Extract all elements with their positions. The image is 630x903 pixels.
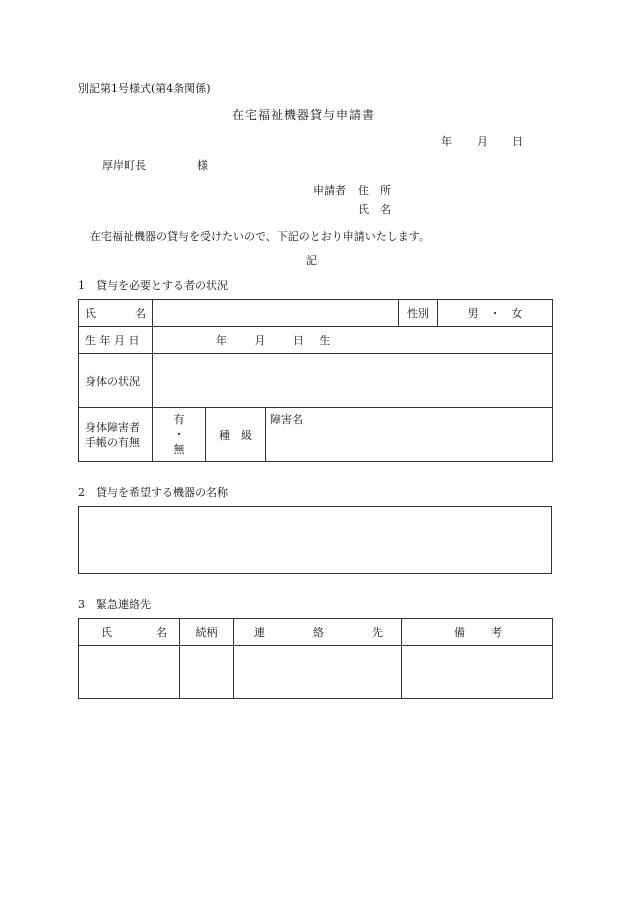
contact-relation-input[interactable] — [180, 646, 234, 699]
name-label-a: 氏 — [85, 307, 96, 320]
dob-year: 年 — [216, 334, 227, 347]
table-row — [79, 408, 553, 462]
contact-info-input[interactable] — [234, 646, 402, 699]
disability-label-1: 身体障害者 — [85, 420, 140, 434]
table-row — [79, 354, 553, 408]
has-none-cell[interactable] — [153, 408, 206, 462]
disability-name-label: 障害名 — [270, 413, 303, 426]
name-input-cell[interactable] — [153, 300, 399, 327]
dob-birth: 生 — [319, 334, 331, 347]
col-notes-header — [402, 619, 553, 646]
table-row — [79, 619, 553, 646]
sex-options[interactable]: 男 ・ 女 — [438, 300, 553, 327]
col-notes-a: 備 — [454, 626, 465, 639]
disability-label-2: 手帳の有無 — [85, 435, 140, 449]
body-status-label: 身体の状況 — [79, 354, 153, 408]
applicant-status-table — [78, 299, 553, 462]
disability-label-cell — [79, 408, 153, 462]
table-row — [79, 646, 553, 699]
table-row — [79, 300, 553, 327]
name-label-b: 名 — [135, 307, 146, 320]
section3-heading: 3 緊急連絡先 — [78, 598, 151, 611]
address-label: 住 所 — [358, 184, 391, 197]
date-year-label: 年 — [441, 135, 452, 148]
col-name-b: 名 — [156, 626, 167, 639]
emergency-contact-table — [78, 618, 553, 699]
ki-label: 記 — [306, 254, 317, 267]
section2-heading: 2 貸与を希望する機器の名称 — [78, 486, 228, 499]
contact-notes-input[interactable] — [402, 646, 553, 699]
name-header-cell — [79, 300, 153, 327]
disability-name-cell[interactable] — [266, 408, 553, 462]
name-label: 氏 名 — [358, 203, 391, 216]
dob-label: 生 年 月 日 — [79, 327, 153, 354]
col-contact-b: 絡 — [313, 626, 324, 639]
dob-input-cell[interactable] — [153, 327, 553, 354]
contact-name-input[interactable] — [79, 646, 180, 699]
table-row — [79, 327, 553, 354]
body-text: 在宅福祉機器の貸与を受けたいので、下記のとおり申請いたします。 — [90, 230, 430, 243]
dob-day: 日 — [293, 334, 304, 347]
form-number: 別記第1号様式(第4条関係) — [78, 82, 211, 95]
col-notes-b: 考 — [491, 626, 502, 639]
separator-dot: ・ — [173, 428, 185, 441]
recipient: 厚岸町長 — [102, 159, 146, 172]
sex-label: 性別 — [399, 300, 438, 327]
none-option: 無 — [173, 443, 185, 456]
col-name-header — [79, 619, 180, 646]
recipient-honorific: 様 — [197, 159, 208, 172]
col-contact-a: 連 — [254, 626, 265, 639]
equipment-name-box[interactable] — [78, 506, 552, 574]
col-contact-c: 先 — [372, 626, 383, 639]
document-title: 在宅福祉機器貸与申請書 — [232, 108, 376, 122]
col-relation-header: 続柄 — [180, 619, 234, 646]
has-option: 有 — [173, 413, 185, 426]
applicant-label: 申請者 — [313, 184, 346, 197]
date-month-label: 月 — [477, 135, 488, 148]
date-day-label: 日 — [512, 135, 523, 148]
dob-month: 月 — [254, 334, 266, 347]
section1-heading: 1 貸与を必要とする者の状況 — [78, 279, 228, 292]
col-contact-header — [234, 619, 402, 646]
col-name-a: 氏 — [101, 626, 112, 639]
grade-label: 種 級 — [206, 408, 266, 462]
body-status-input[interactable] — [153, 354, 553, 408]
